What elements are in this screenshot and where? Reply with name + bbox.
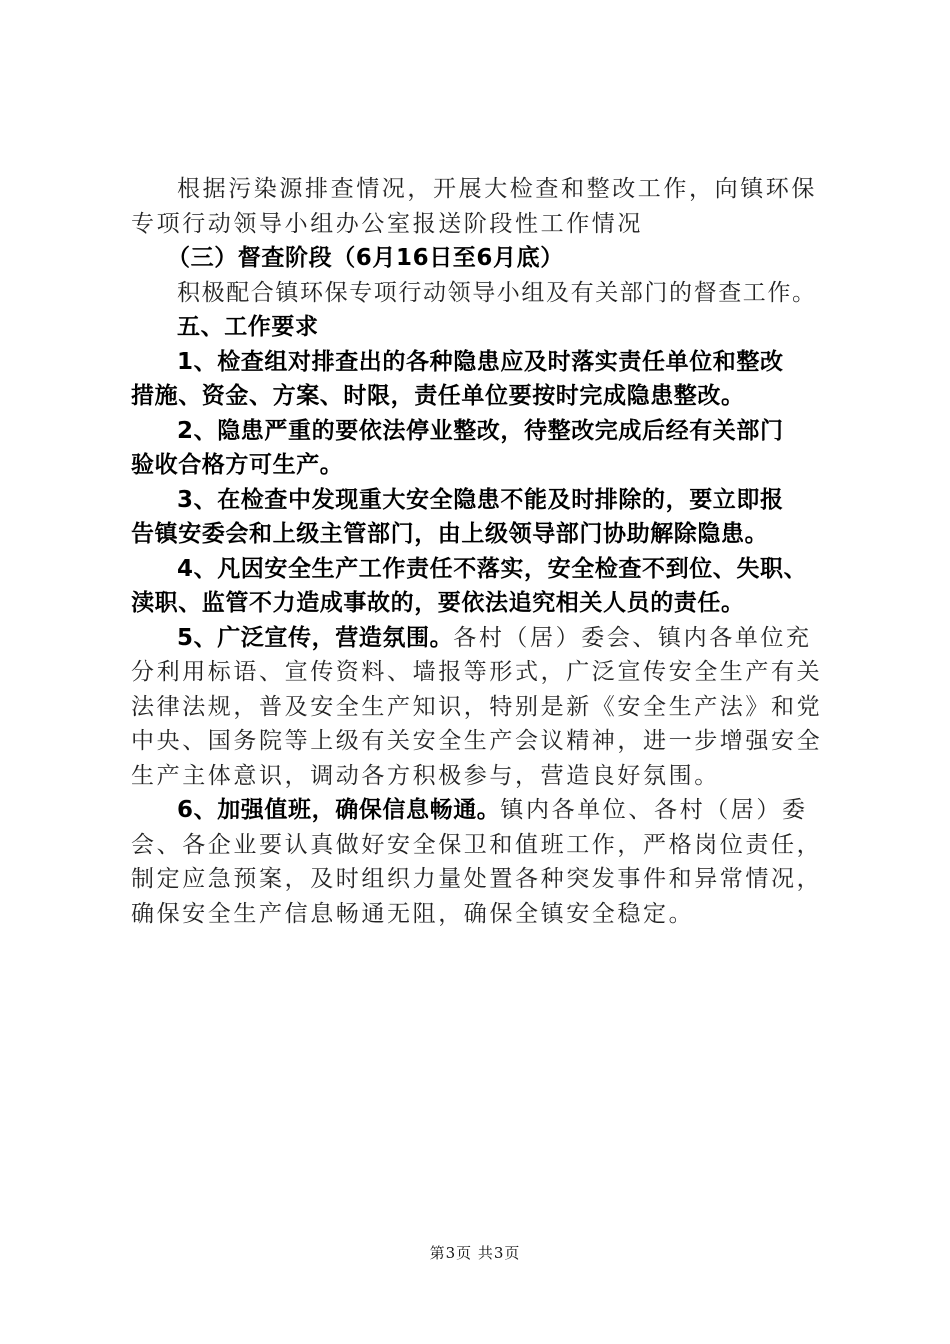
paragraph-line: 确保安全生产信息畅通无阻，确保全镇安全稳定。 <box>131 900 695 927</box>
paragraph-line: 中央、国务院等上级有关安全生产会议精神，进一步增强安全 <box>131 728 823 754</box>
item-text: 镇内各单位、各村（居）委 <box>500 797 808 823</box>
paragraph-line: 渎职、监管不力造成事故的，要依法追究相关人员的责任。 <box>131 590 745 616</box>
paragraph-line: 根据污染源排查情况，开展大检查和整改工作，向镇环保 <box>177 176 817 202</box>
document-body <box>131 172 831 931</box>
paragraph-line: 1、检查组对排查出的各种隐患应及时落实责任单位和整改 <box>177 348 784 375</box>
paragraph-line: 措施、资金、方案、时限，责任单位要按时完成隐患整改。 <box>131 383 745 409</box>
section-heading: （三）督查阶段（6月16日至6月底） <box>167 245 564 271</box>
item-heading: 5、广泛宣传，营造氛围。 <box>177 624 454 651</box>
paragraph-line: 3、在检查中发现重大安全隐患不能及时排除的，要立即报 <box>177 486 784 513</box>
paragraph-line <box>131 621 831 656</box>
paragraph-line: 会、各企业要认真做好安全保卫和值班工作，严格岗位责任， <box>131 831 823 858</box>
item-text: 各村（居）委会、镇内各单位充 <box>453 624 812 651</box>
paragraph-line: 2、隐患严重的要依法停业整改，待整改完成后经有关部门 <box>177 417 784 444</box>
section-heading: 五、工作要求 <box>177 314 319 340</box>
item-heading: 6、加强值班，确保信息畅通。 <box>177 797 501 823</box>
paragraph-line: 专项行动领导小组办公室报送阶段性工作情况 <box>131 210 643 237</box>
page-number-footer: 第3页 共3页 <box>429 1244 521 1262</box>
paragraph-line <box>131 793 831 828</box>
paragraph-line: 法律法规，普及安全生产知识，特别是新《安全生产法》和党 <box>131 693 823 720</box>
paragraph-line: 告镇安委会和上级主管部门，由上级领导部门协助解除隐患。 <box>131 521 769 547</box>
paragraph-line: 分利用标语、宣传资料、墙报等形式，广泛宣传安全生产有关 <box>131 659 823 685</box>
paragraph-line: 制定应急预案，及时组织力量处置各种突发事件和异常情况， <box>131 866 823 892</box>
paragraph-line: 生产主体意识，调动各方积极参与，营造良好氛围。 <box>131 762 720 789</box>
paragraph-line: 验收合格方可生产。 <box>131 452 344 478</box>
paragraph-line: 4、凡因安全生产工作责任不落实，安全检查不到位、失职、 <box>177 555 808 582</box>
paragraph-line: 积极配合镇环保专项行动领导小组及有关部门的督查工作。 <box>177 279 817 306</box>
